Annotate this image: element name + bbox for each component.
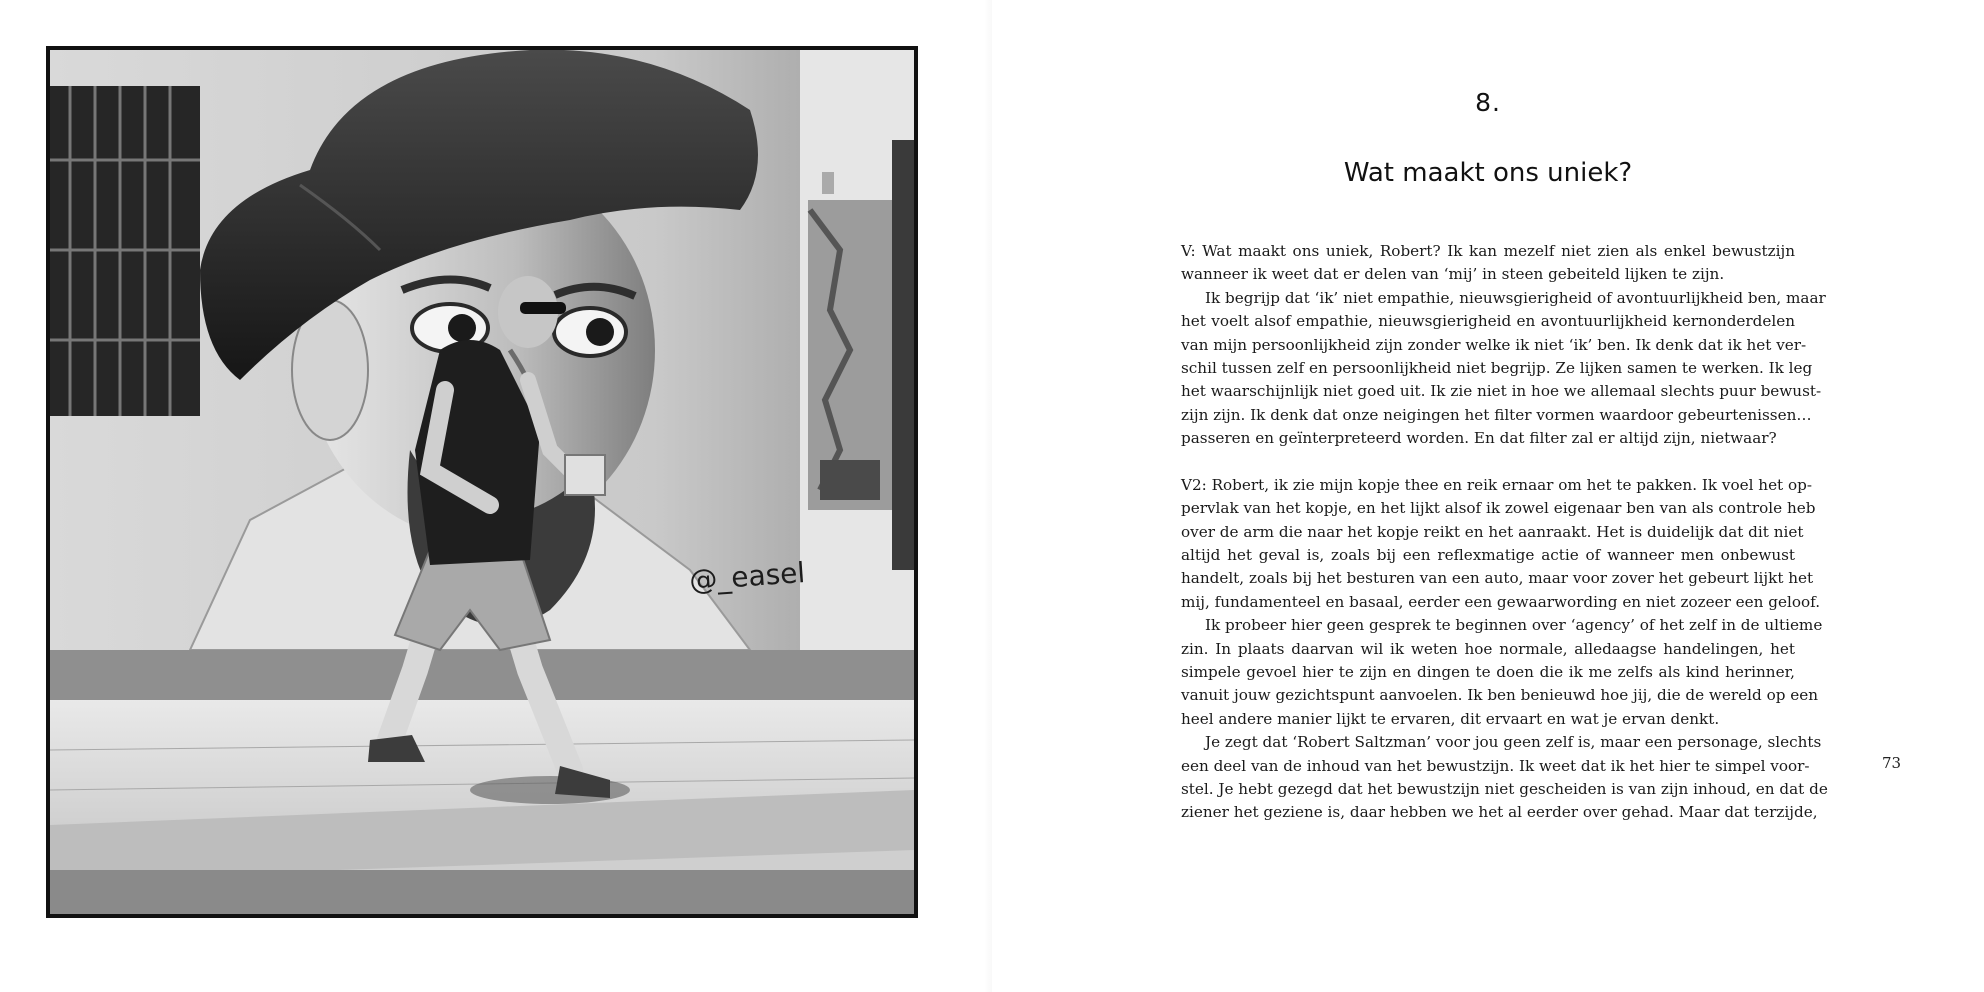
street — [50, 870, 914, 914]
text-line: altijd het geval is, zoals bij een reflexmatige actie of wanneer men onbewust — [1181, 546, 1795, 565]
paragraph-gap — [1181, 451, 1795, 474]
text-line: V: Wat maakt ons uniek, Robert? Ik kan mezelf niet zien als enkel bewustzijn — [1181, 242, 1795, 260]
page-number: 73 — [1882, 754, 1902, 772]
text-line: V2: Robert, ik zie mijn kopje thee en reik ernaar om het te pakken. Ik voel het op- — [1181, 475, 1812, 494]
sidewalk-shadow — [50, 650, 914, 700]
text-line: pervlak van het kopje, en het lijkt alsof ik zowel eigenaar ben van als controle heb — [1181, 499, 1816, 518]
text-line: een deel van de inhoud van het bewustzijn. Ik weet dat ik het hier te simpel voor- — [1181, 756, 1810, 775]
text-line: stel. Je hebt gezegd dat het bewustzijn niet gescheiden is van zijn inhoud, en dat de — [1181, 779, 1828, 798]
text-line: zin. In plaats daarvan wil ik weten hoe normale, alledaagse handelingen, het — [1181, 639, 1795, 658]
street-photo-illustration — [50, 50, 914, 914]
chapter-title: Wat maakt ons uniek? — [1343, 158, 1633, 188]
text-line: mij, fundamenteel en basaal, eerder een gewaarwording en niet zozeer een geloof. — [1181, 592, 1821, 611]
text-line: simpele gevoel hier te zijn en dingen te doen die ik me zelfs als kind herinner, — [1181, 663, 1795, 682]
text-line: Ik begrijp dat ‘ik’ niet empathie, nieuwsgierigheid of avontuurlijkheid ben, maar — [1205, 288, 1826, 307]
chapter-number: 8. — [1475, 88, 1501, 117]
text-line: Ik probeer hier geen gesprek te beginnen over ‘agency’ of het zelf in de ultieme — [1205, 616, 1823, 635]
text-line: heel andere manier lijkt te ervaren, dit ervaart en wat je ervan denkt. — [1181, 709, 1720, 728]
text-line: het voelt alsof empathie, nieuwsgierigheid en avontuurlijkheid kernonderdelen — [1181, 312, 1795, 331]
text-line: passeren en geïnterpreteerd worden. En dat filter zal er altijd zijn, nietwaar? — [1181, 429, 1777, 448]
text-line: handelt, zoals bij het besturen van een auto, maar voor zover het gebeurt lijkt het — [1181, 569, 1814, 588]
text-line: het waarschijnlijk niet goed uit. Ik zie niet in hoe we allemaal slechts puur bewust- — [1181, 382, 1822, 401]
text-line: van mijn persoonlijkheid zijn zonder welke ik niet ‘ik’ ben. Ik denk dat ik het ver- — [1181, 335, 1807, 354]
text-line: wanneer ik weet dat er delen van ‘mij’ in steen gebeiteld lijken te zijn. — [1181, 265, 1725, 284]
mural-signature: @_easel — [688, 555, 807, 597]
text-line: ziener het geziene is, daar hebben we het al eerder over gehad. Maar dat terzijde, — [1181, 803, 1818, 822]
text-line: zijn zijn. Ik denk dat onze neigingen het filter vormen waardoor gebeurtenissen… — [1181, 405, 1812, 424]
text-line: Je zegt dat ‘Robert Saltzman’ voor jou geen zelf is, maar een personage, slechts — [1205, 733, 1822, 752]
text-line: over de arm die naar het kopje reikt en het aanraakt. Het is duidelijk dat dit niet — [1181, 522, 1804, 541]
text-line: vanuit jouw gezichtspunt aanvoelen. Ik ben benieuwd hoe jij, die de wereld op een — [1181, 686, 1819, 705]
chapter-body-text — [1181, 240, 1828, 825]
text-line: schil tussen zelf en persoonlijkheid niet begrijp. Ze lijken samen te werken. Ik leg — [1181, 358, 1813, 377]
mural-photo — [46, 46, 918, 918]
